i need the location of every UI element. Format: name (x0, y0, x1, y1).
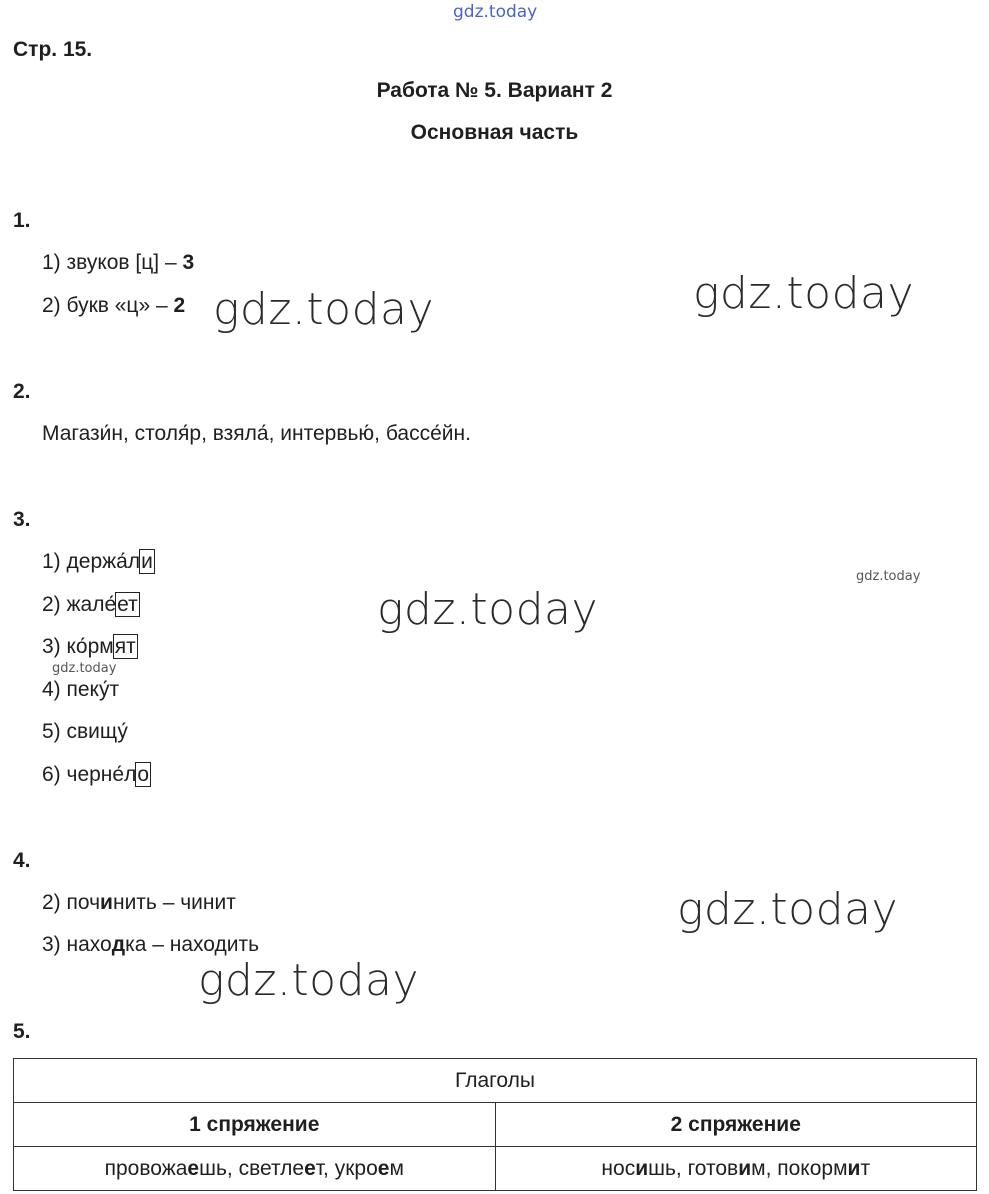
verb-fragment: т (860, 1156, 871, 1180)
column-header-2: 2 спряжение (495, 1103, 977, 1147)
watermark-small-2: gdz.today (52, 661, 117, 676)
verb-fragment: шь, светле (199, 1156, 305, 1180)
task-3-item (42, 635, 138, 659)
watermark-5: gdz.today (198, 955, 420, 1006)
task-5-number: 5. (13, 1020, 31, 1043)
watermark-top: gdz.today (453, 2, 538, 22)
page-number: Стр. 15. (13, 38, 93, 61)
task-3-item-text: 6) черне́л (42, 763, 137, 786)
task-1-line-1-text: 1) звуков [ц] – (42, 251, 183, 274)
page-title: Работа № 5. Вариант 2 (376, 79, 613, 102)
verb-ending: и (635, 1156, 649, 1180)
verb-fragment: шь, готов (648, 1156, 739, 1180)
page-subtitle: Основная часть (410, 121, 579, 144)
table-cell-2 (495, 1147, 977, 1191)
task-1-line-2-value: 2 (173, 294, 186, 317)
task-3-item (42, 550, 155, 574)
task-4-number: 4. (13, 849, 31, 872)
verb-ending: и (738, 1156, 752, 1180)
task-3-item-text: 3) ко́рм (42, 635, 114, 658)
task-3-item-text: 5) свищу́ (42, 720, 128, 743)
verb-fragment: провожа (104, 1156, 188, 1180)
task-4-line-1-a: 2) поч (42, 891, 101, 914)
ending-box: ят (114, 635, 136, 658)
verb-ending: е (187, 1156, 200, 1180)
conjugation-table (13, 1058, 977, 1191)
verb-ending: е (304, 1156, 316, 1180)
task-4-line-1 (42, 891, 236, 915)
task-4-line-2-a: 3) нахо (42, 933, 112, 956)
task-3-item-text: 1) держа́л (42, 550, 141, 573)
task-3-number: 3. (13, 508, 31, 531)
table-cell-1 (14, 1147, 496, 1191)
verb-ending: и (847, 1156, 861, 1180)
watermark-1: gdz.today (213, 284, 435, 335)
column-header-1: 1 спряжение (14, 1103, 496, 1147)
ending-box: и (141, 550, 153, 573)
task-3-item (42, 720, 128, 744)
task-3-item-text: 2) жале́ (42, 593, 117, 616)
table-header: Глаголы (14, 1059, 977, 1103)
task-3-item (42, 678, 119, 702)
ending-box: ет (117, 593, 138, 616)
task-4-line-1-highlight: и (100, 891, 113, 914)
ending-box: о (137, 763, 150, 786)
task-2-text: Магази́н, столя́р, взяла́, интервью́, бассе́йн. (42, 422, 471, 445)
task-2-number: 2. (13, 380, 31, 403)
task-3-item (42, 763, 151, 787)
watermark-4: gdz.today (677, 884, 899, 935)
task-4-line-1-c: нить – чинит (112, 891, 236, 914)
task-3-item (42, 593, 140, 617)
task-4-line-2-highlight: д (111, 933, 126, 956)
watermark-3: gdz.today (377, 584, 599, 635)
verb-fragment: нос (601, 1156, 636, 1180)
verb-fragment: м, покорм (751, 1156, 848, 1180)
task-1-line-2 (42, 294, 185, 318)
watermark-2: gdz.today (693, 268, 915, 319)
task-4-line-2-c: ка – находить (125, 933, 260, 956)
task-3-item-text: 4) пеку́т (42, 678, 120, 701)
task-1-line-2-text: 2) букв «ц» – (42, 294, 174, 317)
task-1-number: 1. (13, 209, 31, 232)
task-4-line-2 (42, 933, 259, 957)
task-1-line-1 (42, 251, 194, 275)
verb-fragment: м (389, 1156, 404, 1180)
task-1-line-1-value: 3 (182, 251, 195, 274)
verb-ending: е (377, 1156, 390, 1180)
watermark-small-1: gdz.today (856, 569, 921, 584)
verb-fragment: т, укро (315, 1156, 378, 1180)
